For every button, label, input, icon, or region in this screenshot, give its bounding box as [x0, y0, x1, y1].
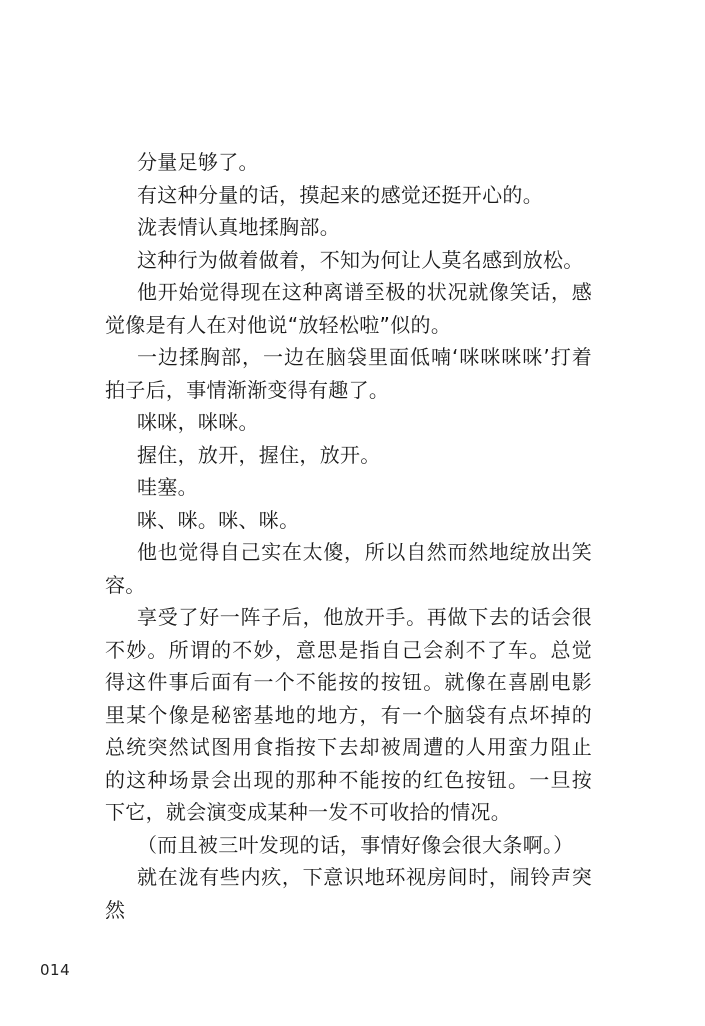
paragraph: 泷表情认真地揉胸部。 [137, 215, 340, 239]
paragraph: 一边揉胸部，一边在脑袋里面低喃‘咪咪咪咪’打着拍子后，事情渐渐变得有趣了。 [105, 345, 592, 402]
paragraph: 就在泷有些内疚，下意识地环视房间时，闹铃声突然 [105, 865, 592, 922]
paragraph: 握住，放开，握住，放开。 [137, 442, 381, 467]
paragraph: 有这种分量的话，摸起来的感觉还挺开心的。 [137, 182, 543, 207]
paragraph: 他也觉得自己实在太傻，所以自然而然地绽放出笑容。 [105, 540, 592, 597]
paragraph: 哇塞。 [137, 475, 198, 499]
paragraph: （而且被三叶发现的话，事情好像会很大条啊。） [137, 832, 574, 857]
body-text [105, 146, 592, 926]
paragraph: 分量足够了。 [137, 150, 259, 174]
paragraph: 这种行为做着做着，不知为何让人莫名感到放松。 [137, 247, 584, 272]
paragraph: 咪咪，咪咪。 [137, 410, 259, 434]
paragraph: 享受了好一阵子后，他放开手。再做下去的话会很不妙。所谓的不妙，意思是指自己会刹不了车。总觉得这件事后面有一个不能按的按钮。就像在喜剧电影里某个像是秘密基地的地方，有一个脑袋有点坏掉的总统突然试图用食指按下去却被周遭的人用蛮力阻止的这种场景会出现的那种不能按的红色按钮。一旦按下它，就会演变成某种一发不可收拾的情况。 [105, 605, 592, 824]
page-number: 014 [40, 961, 71, 979]
paragraph: 咪、咪。咪、咪。 [137, 507, 300, 532]
paragraph: 他开始觉得现在这种离谱至极的状况就像笑话，感觉像是有人在对他说“放轻松啦”似的。 [105, 280, 592, 337]
